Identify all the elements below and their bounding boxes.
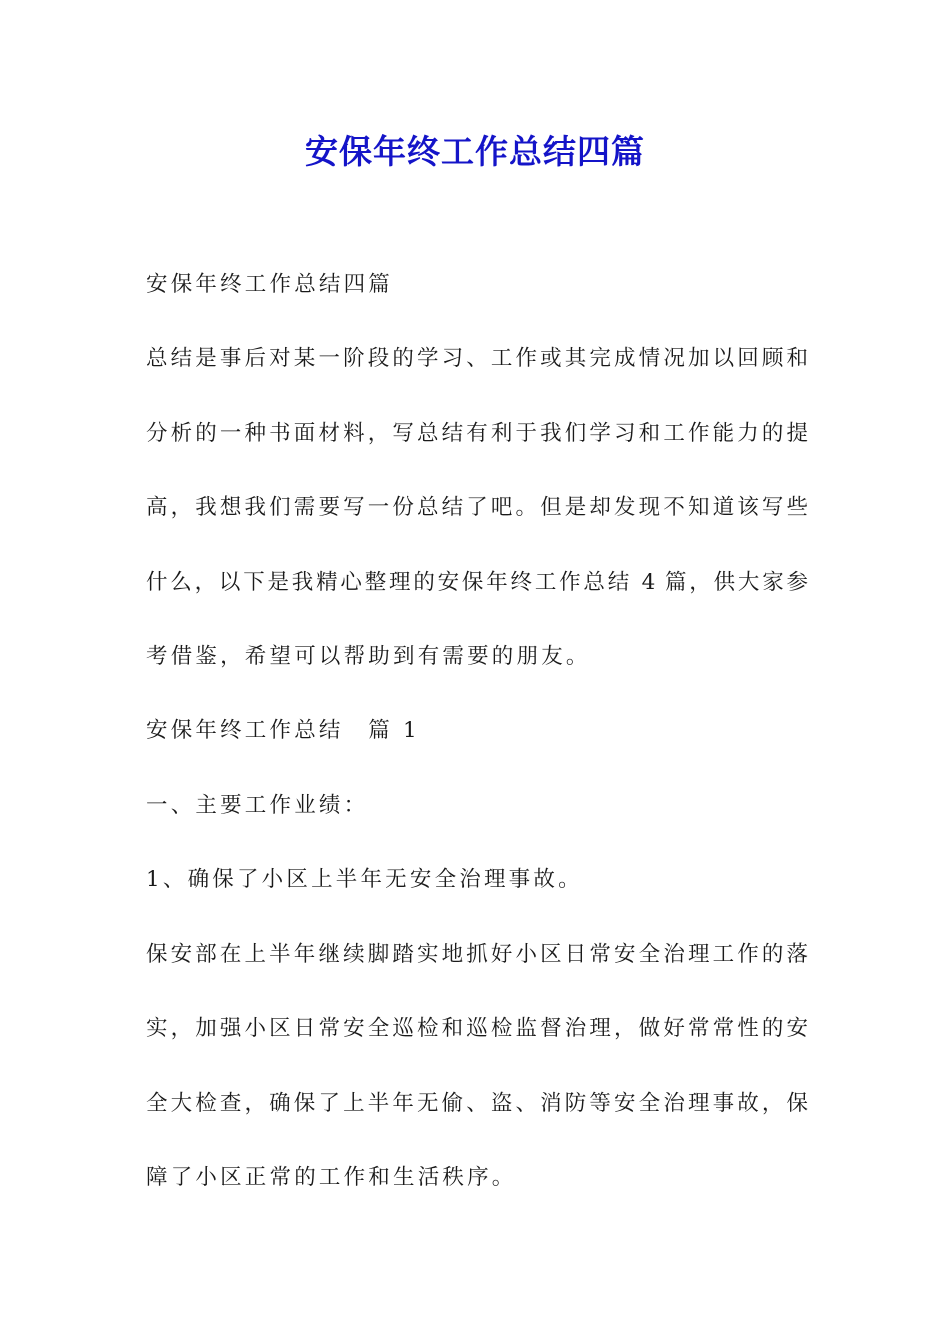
paragraph-line: 高，我想我们需要写一份总结了吧。但是却发现不知道该写些 bbox=[146, 495, 808, 520]
paragraph-line: 全大检查，确保了上半年无偷、盗、消防等安全治理事故，保 bbox=[146, 1091, 808, 1116]
paragraph-line: 分析的一种书面材料，写总结有利于我们学习和工作能力的提 bbox=[146, 421, 808, 446]
paragraph-line: 实，加强小区日常安全巡检和巡检监督治理，做好常常性的安 bbox=[146, 1016, 808, 1041]
paragraph-line: 保安部在上半年继续脚踏实地抓好小区日常安全治理工作的落 bbox=[146, 942, 808, 967]
paragraph-line: 总结是事后对某一阶段的学习、工作或其完成情况加以回顾和 bbox=[146, 346, 808, 371]
list-item-heading: 1、确保了小区上半年无安全治理事故。 bbox=[146, 867, 583, 892]
subsection-heading: 一、主要工作业绩： bbox=[146, 793, 369, 818]
paragraph-line: 什么，以下是我精心整理的安保年终工作总结 4 篇，供大家参 bbox=[146, 570, 808, 595]
subtitle-line: 安保年终工作总结四篇 bbox=[146, 272, 394, 297]
paragraph-line: 考借鉴，希望可以帮助到有需要的朋友。 bbox=[146, 644, 591, 669]
paragraph-line: 障了小区正常的工作和生活秩序。 bbox=[146, 1165, 517, 1190]
section-heading: 安保年终工作总结 篇 1 bbox=[146, 718, 420, 743]
document-title: 安保年终工作总结四篇 bbox=[305, 132, 645, 171]
